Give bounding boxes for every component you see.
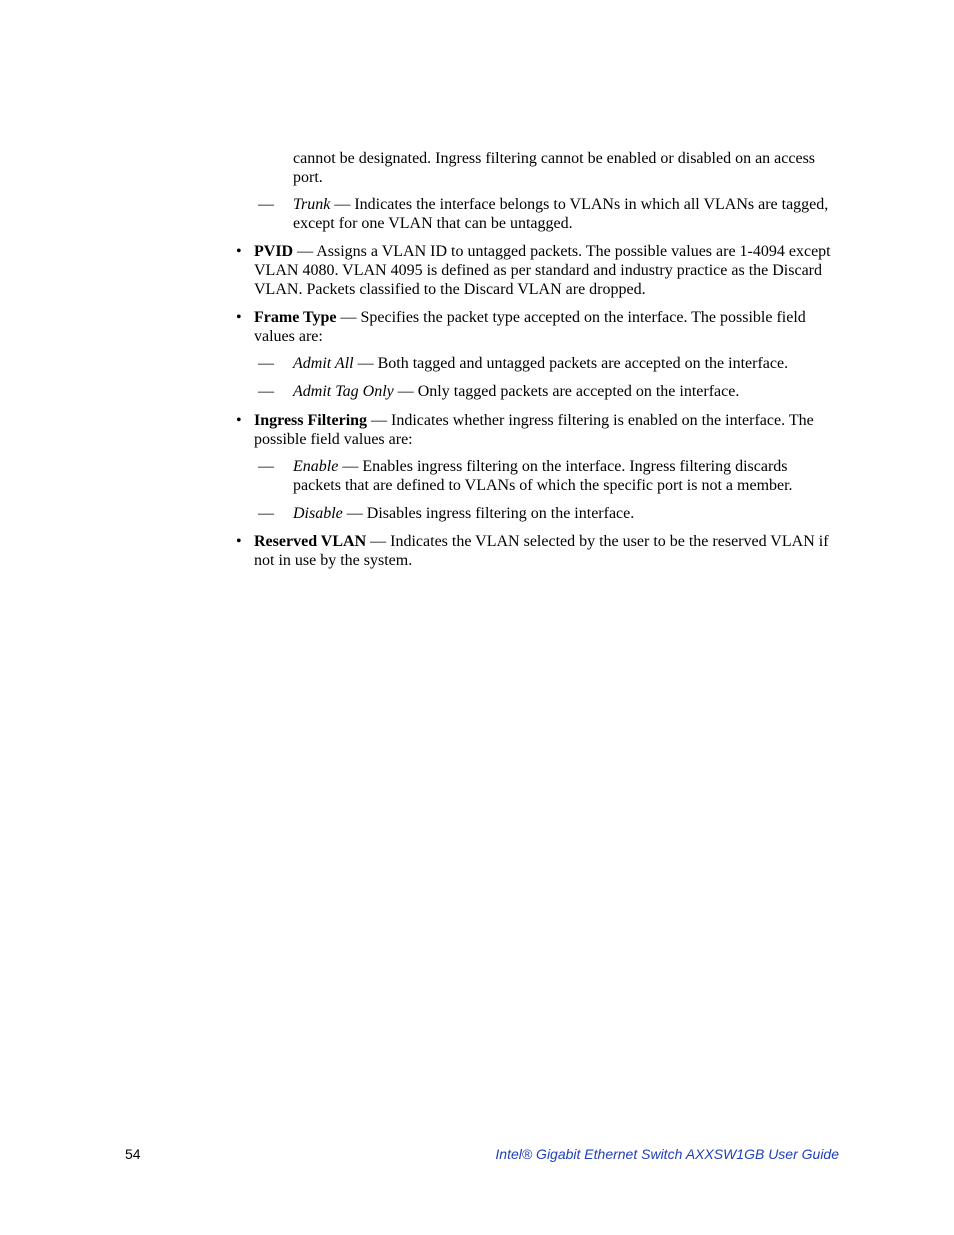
- bullet-item-ingress-filtering: [236, 411, 839, 449]
- em-dash-marker: —: [258, 383, 274, 400]
- bullet-marker: •: [236, 412, 242, 429]
- description-trunk: — Indicates the interface belongs to VLANs in which all VLANs are tagged, except for one VLAN that can be untagged.: [293, 196, 829, 232]
- sub-item-admit-all: [258, 354, 839, 373]
- description-enable: — Enables ingress filtering on the interface. Ingress filtering discards packets that are defined to VLANs of which the specific port is not a member.: [293, 458, 793, 494]
- bullet-marker: •: [236, 243, 242, 260]
- bullet-marker: •: [236, 309, 242, 326]
- description-admit-all: — Both tagged and untagged packets are accepted on the interface.: [353, 355, 789, 372]
- term-admit-tag-only: Admit Tag Only: [293, 383, 394, 400]
- term-frame-type: Frame Type: [254, 309, 337, 326]
- sub-item-trunk: [258, 195, 839, 233]
- term-enable: Enable: [293, 458, 339, 475]
- bullet-item-reserved-vlan: [236, 532, 839, 570]
- bullet-marker: •: [236, 533, 242, 550]
- description-frame-type: — Specifies the packet type accepted on the interface. The possible field values are:: [254, 309, 806, 345]
- em-dash-marker: —: [258, 458, 274, 475]
- term-trunk: Trunk: [293, 196, 331, 213]
- continuation-paragraph: [293, 149, 839, 187]
- term-reserved-vlan: Reserved VLAN: [254, 533, 367, 550]
- description-pvid: — Assigns a VLAN ID to untagged packets. The possible values are 1-4094 except VLAN 4080. VLAN 4095 is defined as per standard and industry practice as the Discard VLAN. Packets classified to the Discard VLAN are dropped.: [254, 243, 831, 298]
- description-disable: — Disables ingress filtering on the interface.: [342, 505, 635, 522]
- term-ingress-filtering: Ingress Filtering: [254, 412, 368, 429]
- em-dash-marker: —: [258, 196, 274, 213]
- description-reserved-vlan: — Indicates the VLAN selected by the user to be the reserved VLAN if not in use by the system.: [254, 533, 829, 569]
- term-admit-all: Admit All: [293, 355, 354, 372]
- description-ingress-filtering: — Indicates whether ingress filtering is enabled on the interface. The possible field values are:: [254, 412, 814, 448]
- term-pvid: PVID: [254, 243, 294, 260]
- description-admit-tag-only: — Only tagged packets are accepted on the interface.: [393, 383, 740, 400]
- sub-item-admit-tag-only: [258, 382, 839, 401]
- bullet-item-frame-type: [236, 308, 839, 346]
- em-dash-marker: —: [258, 505, 274, 522]
- footer-document-title: Intel® Gigabit Ethernet Switch AXXSW1GB User Guide: [495, 1146, 839, 1162]
- page-number: 54: [125, 1146, 141, 1162]
- continuation-text: cannot be designated. Ingress filtering cannot be enabled or disabled on an access port.: [293, 150, 816, 186]
- sub-item-disable: [258, 504, 839, 523]
- term-disable: Disable: [293, 505, 343, 522]
- em-dash-marker: —: [258, 355, 274, 372]
- sub-item-enable: [258, 457, 839, 495]
- bullet-item-pvid: [236, 242, 839, 299]
